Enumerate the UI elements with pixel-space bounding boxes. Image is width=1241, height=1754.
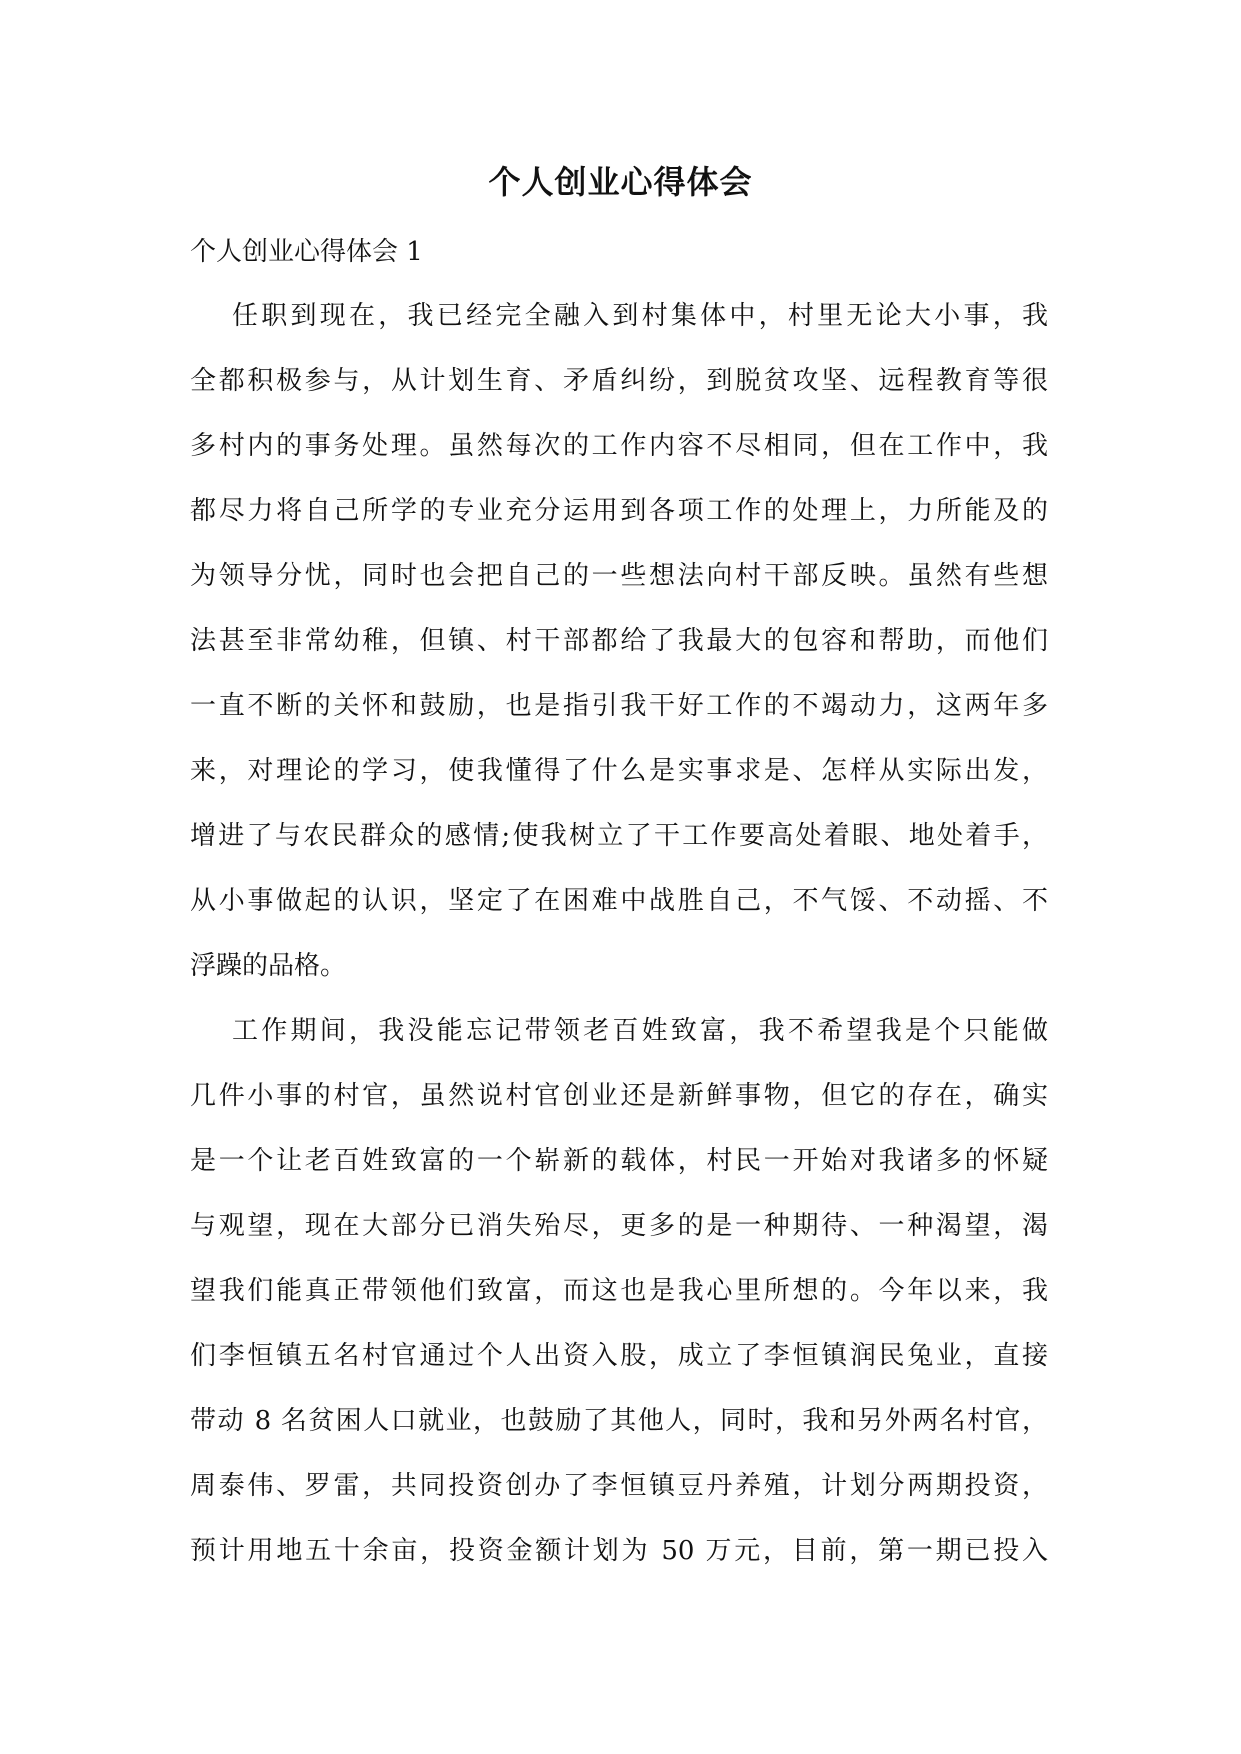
- paragraph-line: 预计用地五十余亩，投资金额计划为 50 万元，目前，第一期已投入: [190, 1536, 1048, 1566]
- paragraph-line: 都尽力将自己所学的专业充分运用到各项工作的处理上，力所能及的: [190, 496, 1048, 526]
- paragraph-line: 是一个让老百姓致富的一个崭新的载体，村民一开始对我诸多的怀疑: [190, 1146, 1048, 1176]
- paragraph-line: 任职到现在，我已经完全融入到村集体中，村里无论大小事，我: [232, 301, 1048, 331]
- paragraph-line: 来，对理论的学习，使我懂得了什么是实事求是、怎样从实际出发，: [190, 756, 1048, 786]
- section-heading: 个人创业心得体会 1: [190, 237, 423, 267]
- paragraph-line: 为领导分忧，同时也会把自己的一些想法向村干部反映。虽然有些想: [190, 561, 1048, 591]
- paragraph-line: 工作期间，我没能忘记带领老百姓致富，我不希望我是个只能做: [232, 1016, 1048, 1046]
- paragraph-line: 浮躁的品格。: [190, 951, 347, 981]
- paragraph-line: 带动 8 名贫困人口就业，也鼓励了其他人，同时，我和另外两名村官，: [190, 1406, 1048, 1436]
- paragraph-line: 增进了与农民群众的感情;使我树立了干工作要高处着眼、地处着手，: [190, 821, 1048, 851]
- paragraph-line: 周泰伟、罗雷，共同投资创办了李恒镇豆丹养殖，计划分两期投资，: [190, 1471, 1048, 1501]
- paragraph-line: 多村内的事务处理。虽然每次的工作内容不尽相同，但在工作中，我: [190, 431, 1048, 461]
- document-title: 个人创业心得体会: [488, 163, 753, 201]
- paragraph-line: 几件小事的村官，虽然说村官创业还是新鲜事物，但它的存在，确实: [190, 1081, 1048, 1111]
- paragraph-line: 望我们能真正带领他们致富，而这也是我心里所想的。今年以来，我: [190, 1276, 1048, 1306]
- paragraph-line: 一直不断的关怀和鼓励，也是指引我干好工作的不竭动力，这两年多: [190, 691, 1048, 721]
- paragraph-line: 们李恒镇五名村官通过个人出资入股，成立了李恒镇润民兔业，直接: [190, 1341, 1048, 1371]
- paragraph-line: 全都积极参与，从计划生育、矛盾纠纷，到脱贫攻坚、远程教育等很: [190, 366, 1048, 396]
- paragraph-line: 与观望，现在大部分已消失殆尽，更多的是一种期待、一种渴望，渴: [190, 1211, 1048, 1241]
- paragraph-line: 法甚至非常幼稚，但镇、村干部都给了我最大的包容和帮助，而他们: [190, 626, 1048, 656]
- paragraph-line: 从小事做起的认识，坚定了在困难中战胜自己，不气馁、不动摇、不: [190, 886, 1048, 916]
